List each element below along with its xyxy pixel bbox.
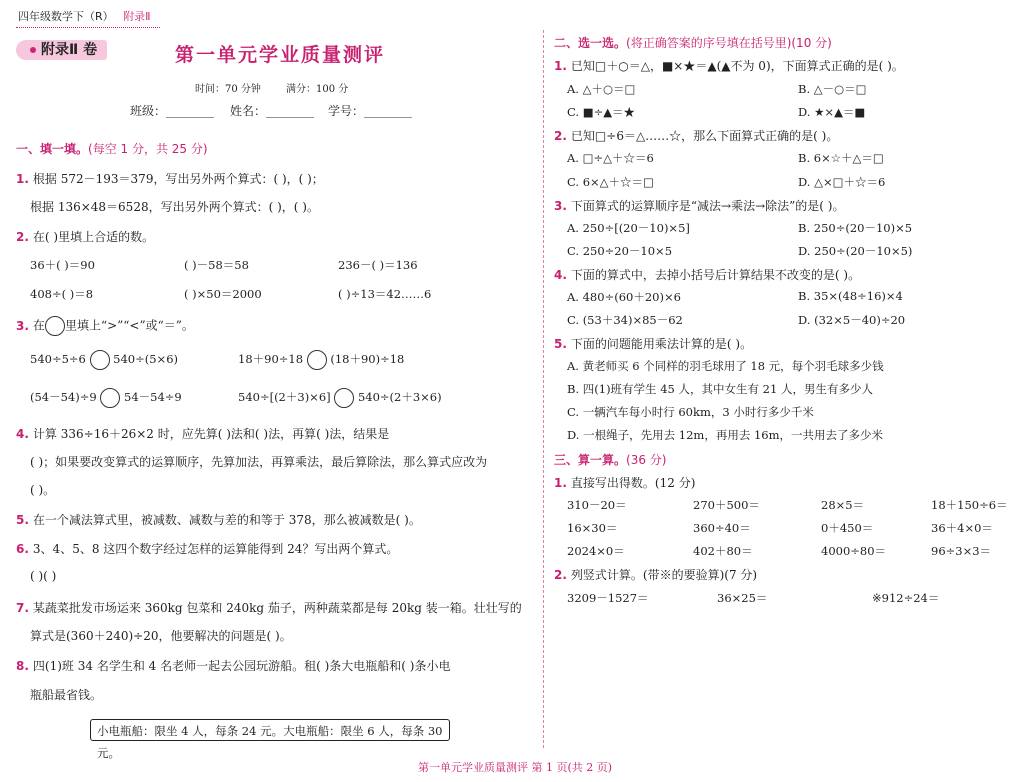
option-c[interactable]: C. (53＋34)×85－62 <box>567 313 683 327</box>
expr: (54－54)÷9 <box>30 390 97 404</box>
expr: 540÷5÷6 <box>30 352 86 366</box>
section-1-title: 一、填一填。 <box>16 142 89 156</box>
s1-q3-row1b <box>238 350 404 370</box>
score-label: 满分：100 分 <box>286 84 349 95</box>
option-a[interactable]: A. 黄老师买 6 个同样的羽毛球用了 18 元，每个羽毛球多少钱 <box>567 359 884 373</box>
s1-q3-row2a <box>30 388 182 408</box>
expr: 540÷(5×6) <box>113 352 178 366</box>
question-number: 7. <box>16 601 29 615</box>
s1-q1-line1 <box>16 170 324 187</box>
compare-circle[interactable] <box>307 350 327 370</box>
section-3-title: 三、算一算。 <box>554 453 627 467</box>
header-divider <box>16 27 160 28</box>
option-c[interactable]: C. 250÷20－10×5 <box>567 244 673 258</box>
s1-q5 <box>16 511 421 528</box>
s2-q4 <box>554 266 860 283</box>
question-text: 在一个减法算式里，被减数、减数与差的和等于 378，那么被减数是( )。 <box>32 513 421 527</box>
mental-math-item: 402＋80＝ <box>693 544 753 558</box>
mental-math-item: 18＋150÷6＝ <box>931 498 1008 512</box>
s1-q3-title <box>16 316 194 336</box>
mental-math-item: 0＋450＝ <box>821 521 874 535</box>
option-a[interactable]: A. △＋○＝□ <box>567 82 636 96</box>
time-label: 时间：70 分钟 <box>195 84 261 95</box>
section-1-heading <box>16 140 208 157</box>
question-number: 2. <box>16 230 29 244</box>
question-number: 1. <box>16 172 29 186</box>
option-d[interactable]: D. ★×▲＝■ <box>798 105 866 119</box>
s2-q5 <box>554 335 752 352</box>
section-2-note: (将正确答案的序号填在括号里)(10 分) <box>626 36 832 50</box>
s1-q2-title <box>16 228 154 245</box>
mental-math-item: 16×30＝ <box>567 521 618 535</box>
mental-math-item: 360÷40＝ <box>693 521 751 535</box>
tag-dot-icon <box>30 47 36 53</box>
s1-q2-item: 36＋( )＝90 <box>30 258 95 272</box>
vertical-calc-item: 36×25＝ <box>717 591 768 605</box>
s1-q1-line2: 根据 136×48＝6528，写出另外两个算式：( )，( )。 <box>30 200 319 214</box>
s2-q2 <box>554 127 838 144</box>
option-d[interactable]: D. 一根绳子，先用去 12m，再用去 16m，一共用去了多少米 <box>567 428 884 442</box>
question-number: 8. <box>16 659 29 673</box>
question-text: 已知□＋○＝△，■×★＝▲(▲不为 0)，下面算式正确的是( )。 <box>570 59 904 73</box>
name-field[interactable]: 姓名：________ <box>230 104 315 118</box>
class-field[interactable]: 班级：________ <box>130 104 215 118</box>
question-text: 列竖式计算。(带※的要验算)(7 分) <box>570 568 758 582</box>
question-text: 四(1)班 34 名学生和 4 名老师一起去公园玩游船。租( )条大电瓶船和( )条小电 <box>32 659 451 673</box>
option-b[interactable]: B. △－○＝□ <box>798 82 867 96</box>
question-text: 下面的算式中，去掉小括号后计算结果不改变的是( )。 <box>570 268 861 282</box>
question-text: 已知□÷6＝△……☆，那么下面算式正确的是( )。 <box>570 129 839 143</box>
page-header <box>18 8 151 24</box>
s1-q3-row1a <box>30 350 178 370</box>
s1-q2-item: 236－( )＝136 <box>338 258 418 272</box>
option-a[interactable]: A. □÷△＋☆＝6 <box>567 151 654 165</box>
mental-math-item: 28×5＝ <box>821 498 865 512</box>
s1-q2-item: ( )×50＝2000 <box>184 287 262 301</box>
option-c[interactable]: C. 6×△＋☆＝□ <box>567 175 654 189</box>
question-text: 下面的问题能用乘法计算的是( )。 <box>570 337 753 351</box>
question-text: 里填上“>”“<”或“＝”。 <box>64 318 194 333</box>
option-b[interactable]: B. 35×(48÷16)×4 <box>798 289 903 303</box>
s2-q1 <box>554 57 904 74</box>
section-2-heading <box>554 34 832 51</box>
question-number: 6. <box>16 542 29 556</box>
compare-circle[interactable] <box>334 388 354 408</box>
question-number: 1. <box>554 59 567 73</box>
vertical-calc-item: ※912÷24＝ <box>872 591 940 605</box>
option-a[interactable]: A. 250÷[(20－10)×5] <box>567 221 690 235</box>
mental-math-item: 96÷3×3＝ <box>931 544 992 558</box>
compare-circle[interactable] <box>100 388 120 408</box>
mental-math-item: 310－20＝ <box>567 498 627 512</box>
mental-math-item: 36＋4×0＝ <box>931 521 993 535</box>
section-3-note: (36 分) <box>626 453 667 467</box>
question-text: 某蔬菜批发市场运来 360kg 包菜和 240kg 茄子，两种蔬菜都是每 20kg 装一箱。壮壮写的 <box>32 601 522 615</box>
option-b[interactable]: B. 6×☆＋△＝□ <box>798 151 884 165</box>
question-number: 4. <box>16 427 29 441</box>
question-number: 5. <box>554 337 567 351</box>
question-number: 2. <box>554 129 567 143</box>
s1-q7-line1 <box>16 599 522 616</box>
appendix-label: 附录Ⅱ <box>123 10 151 23</box>
question-number: 1. <box>554 476 567 490</box>
appendix-tag <box>16 40 107 60</box>
s3-q1 <box>554 474 695 491</box>
expr: 540÷(2＋3×6) <box>357 390 442 404</box>
s1-q6-line2: ( )( ) <box>30 569 57 583</box>
expr: 18＋90÷18 <box>238 352 304 366</box>
vertical-calc-item: 3209－1527＝ <box>567 591 649 605</box>
page-footer: 第一单元学业质量测评 第 1 页(共 2 页) <box>417 761 613 774</box>
section-2-title: 二、选一选。 <box>554 36 627 50</box>
question-text: 在 <box>32 318 45 333</box>
s1-q3-row2b <box>238 388 442 408</box>
answer-circle[interactable] <box>45 316 65 336</box>
question-text: 直接写出得数。(12 分) <box>570 476 696 490</box>
question-number: 4. <box>554 268 567 282</box>
s2-q3 <box>554 197 844 214</box>
option-d[interactable]: D. △×□＋☆＝6 <box>798 175 886 189</box>
expr: 54－54÷9 <box>124 390 182 404</box>
section-1-note: (每空 1 分，共 25 分) <box>88 142 208 156</box>
mental-math-item: 2024×0＝ <box>567 544 625 558</box>
option-c[interactable]: C. ■÷▲＝★ <box>567 105 636 119</box>
s1-q8-line1 <box>16 657 450 674</box>
question-number: 2. <box>554 568 567 582</box>
s3-q2 <box>554 566 757 583</box>
question-text: 3、4、5、8 这四个数字经过怎样的运算能得到 24？写出两个算式。 <box>32 542 399 556</box>
grade-label: 四年级数学下（R） <box>18 10 114 23</box>
question-number: 3. <box>16 318 29 333</box>
s1-q2-item: ( )÷13＝42……6 <box>338 287 432 301</box>
option-c[interactable]: C. 一辆汽车每小时行 60km，3 小时行多少千米 <box>567 405 814 419</box>
question-number: 5. <box>16 513 29 527</box>
option-a[interactable]: A. 480÷(60＋20)×6 <box>567 290 681 304</box>
s1-q6-line1 <box>16 540 398 557</box>
s1-q4-line2: ( )；如果要改变算式的运算顺序，先算加法，再算乘法，最后算除法，那么算式应改为 <box>30 455 488 469</box>
expr: (18＋90)÷18 <box>330 352 405 366</box>
question-number: 3. <box>554 199 567 213</box>
section-3-heading <box>554 451 666 468</box>
boat-price-box: 小电瓶船：限坐 4 人，每条 24 元。大电瓶船：限坐 6 人，每条 30 元。 <box>90 719 450 741</box>
s1-q4-line3: ( )。 <box>30 483 56 497</box>
s1-q2-item: 408÷( )＝8 <box>30 287 94 301</box>
mental-math-item: 4000÷80＝ <box>821 544 887 558</box>
option-b[interactable]: B. 四(1)班有学生 45 人，其中女生有 21 人，男生有多少人 <box>567 382 873 396</box>
s1-q2-item: ( )－58＝58 <box>184 258 249 272</box>
mental-math-item: 270＋500＝ <box>693 498 760 512</box>
option-b[interactable]: B. 250÷(20－10)×5 <box>798 221 913 235</box>
question-text: 下面算式的运算顺序是“减法→乘法→除法”的是( )。 <box>570 199 845 213</box>
s1-q8-line2: 瓶船最省钱。 <box>30 688 103 702</box>
question-text: 在( )里填上合适的数。 <box>32 230 155 244</box>
compare-circle[interactable] <box>90 350 110 370</box>
expr: 540÷[(2＋3)×6] <box>238 390 331 404</box>
option-d[interactable]: D. (32×5－40)÷20 <box>798 313 906 327</box>
question-text: 根据 572－193＝379，写出另外两个算式：( )，( )； <box>32 172 324 186</box>
student-id-field[interactable]: 学号：________ <box>328 104 413 118</box>
s1-q7-line2: 算式是(360＋240)÷20，他要解决的问题是( )。 <box>30 629 292 643</box>
s1-q4-line1 <box>16 425 389 442</box>
column-divider <box>543 30 544 748</box>
option-d[interactable]: D. 250÷(20－10×5) <box>798 244 913 258</box>
page-title: 第一单元学业质量测评 <box>175 44 386 66</box>
appendix-tag-label: 附录Ⅱ 卷 <box>41 42 98 58</box>
question-text: 计算 336÷16＋26×2 时，应先算( )法和( )法，再算( )法，结果是 <box>32 427 390 441</box>
